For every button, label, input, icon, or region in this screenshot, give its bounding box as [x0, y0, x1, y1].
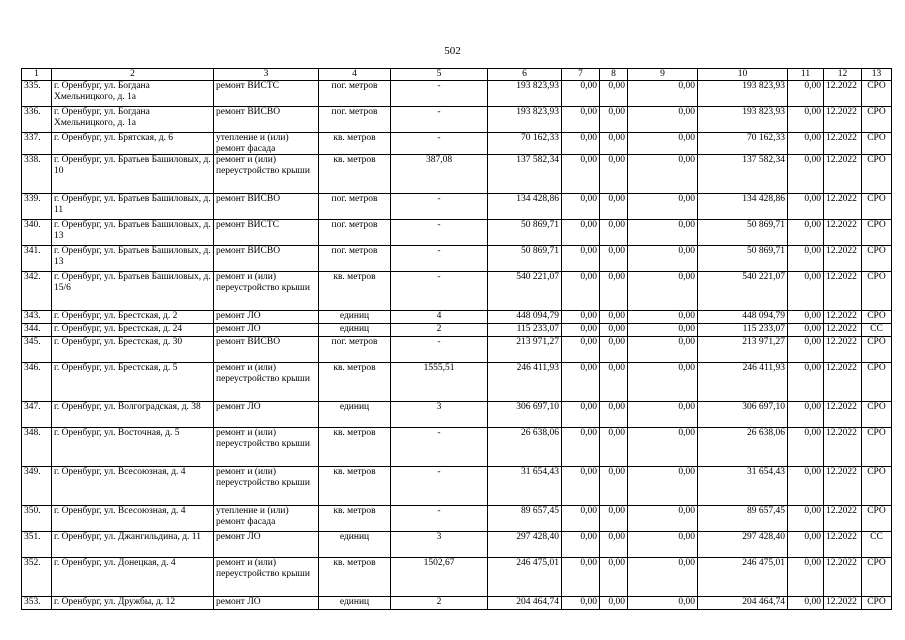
cell-address: г. Оренбург, ул. Джангильдина, д. 11 — [52, 532, 214, 558]
cell-work-type: ремонт ВИСВО — [214, 107, 319, 133]
cell-unit: кв. метров — [319, 558, 391, 597]
table-row — [22, 220, 892, 246]
cell-other-cost: 0,00 — [788, 467, 824, 506]
cell-budget-cost: 0,00 — [600, 311, 628, 324]
cell-row-number: 349. — [22, 467, 52, 506]
cell-unit: пог. метров — [319, 246, 391, 272]
cell-budget-cost: 0,00 — [600, 402, 628, 428]
cell-row-number: 344. — [22, 324, 52, 337]
cell-fund-cost: 0,00 — [562, 81, 600, 107]
cell-address: г. Оренбург, ул. Брестская, д. 5 — [52, 363, 214, 402]
cell-fund-cost: 0,00 — [562, 324, 600, 337]
cell-address: г. Оренбург, ул. Богдана Хмельницкого, д. 1а — [52, 107, 214, 133]
cell-budget-cost: 0,00 — [600, 272, 628, 311]
cell-owner-cost: 50 869,71 — [698, 246, 788, 272]
cell-quantity: 2 — [391, 597, 488, 610]
cell-deadline: 12.2022 — [824, 324, 862, 337]
cell-other-cost: 0,00 — [788, 337, 824, 363]
cell-owner-cost: 26 638,06 — [698, 428, 788, 467]
cell-quantity: 2 — [391, 324, 488, 337]
cell-owner-cost: 306 697,10 — [698, 402, 788, 428]
table-row — [22, 194, 892, 220]
cell-budget-cost: 0,00 — [600, 558, 628, 597]
column-header-1: 1 — [22, 69, 52, 81]
page-number: 502 — [444, 45, 461, 57]
cell-method: СРО — [862, 220, 892, 246]
cell-unit: пог. метров — [319, 220, 391, 246]
cell-unit: единиц — [319, 311, 391, 324]
table-body — [22, 81, 892, 610]
cell-method: СРО — [862, 81, 892, 107]
cell-row-number: 353. — [22, 597, 52, 610]
cell-unit: кв. метров — [319, 155, 391, 194]
cell-budget-cost: 0,00 — [600, 194, 628, 220]
cell-total-cost: 540 221,07 — [488, 272, 562, 311]
cell-row-number: 340. — [22, 220, 52, 246]
cell-other-cost: 0,00 — [788, 324, 824, 337]
cell-fund-cost: 0,00 — [562, 311, 600, 324]
cell-address: г. Оренбург, ул. Богдана Хмельницкого, д. 1а — [52, 81, 214, 107]
cell-total-cost: 31 654,43 — [488, 467, 562, 506]
column-header-4: 4 — [319, 69, 391, 81]
cell-row-number: 341. — [22, 246, 52, 272]
cell-fund-cost: 0,00 — [562, 133, 600, 155]
cell-work-type: ремонт ЛО — [214, 597, 319, 610]
cell-method: СРО — [862, 311, 892, 324]
cell-work-type: ремонт ВИСТС — [214, 220, 319, 246]
cell-budget-cost: 0,00 — [600, 324, 628, 337]
cell-row-number: 335. — [22, 81, 52, 107]
cell-total-cost: 448 094,79 — [488, 311, 562, 324]
cell-fund-cost: 0,00 — [562, 272, 600, 311]
cell-local-cost: 0,00 — [628, 194, 698, 220]
cell-work-type: ремонт и (или) переустройство крыши — [214, 272, 319, 311]
cell-work-type: ремонт ВИСВО — [214, 337, 319, 363]
cell-quantity: 3 — [391, 402, 488, 428]
cell-method: СС — [862, 324, 892, 337]
cell-other-cost: 0,00 — [788, 532, 824, 558]
cell-deadline: 12.2022 — [824, 597, 862, 610]
cell-owner-cost: 115 233,07 — [698, 324, 788, 337]
table-row — [22, 81, 892, 107]
cell-total-cost: 297 428,40 — [488, 532, 562, 558]
cell-method: СРО — [862, 402, 892, 428]
table-row — [22, 272, 892, 311]
cell-local-cost: 0,00 — [628, 311, 698, 324]
cell-owner-cost: 246 475,01 — [698, 558, 788, 597]
cell-fund-cost: 0,00 — [562, 402, 600, 428]
table-row — [22, 597, 892, 610]
cell-unit: кв. метров — [319, 506, 391, 532]
cell-owner-cost: 204 464,74 — [698, 597, 788, 610]
cell-unit: пог. метров — [319, 81, 391, 107]
cell-budget-cost: 0,00 — [600, 220, 628, 246]
cell-local-cost: 0,00 — [628, 558, 698, 597]
cell-quantity: - — [391, 246, 488, 272]
cell-budget-cost: 0,00 — [600, 337, 628, 363]
table-row — [22, 311, 892, 324]
cell-fund-cost: 0,00 — [562, 467, 600, 506]
cell-fund-cost: 0,00 — [562, 558, 600, 597]
cell-address: г. Оренбург, ул. Брестская, д. 2 — [52, 311, 214, 324]
cell-work-type: утепление и (или) ремонт фасада — [214, 506, 319, 532]
cell-quantity: 3 — [391, 532, 488, 558]
cell-owner-cost: 246 411,93 — [698, 363, 788, 402]
cell-deadline: 12.2022 — [824, 311, 862, 324]
table-row — [22, 337, 892, 363]
repair-program-table — [21, 68, 892, 610]
cell-method: СРО — [862, 133, 892, 155]
cell-other-cost: 0,00 — [788, 155, 824, 194]
cell-method: СС — [862, 532, 892, 558]
cell-quantity: - — [391, 428, 488, 467]
cell-method: СРО — [862, 428, 892, 467]
table-row — [22, 133, 892, 155]
cell-address: г. Оренбург, ул. Восточная, д. 5 — [52, 428, 214, 467]
cell-address: г. Оренбург, ул. Брятская, д. 6 — [52, 133, 214, 155]
cell-local-cost: 0,00 — [628, 220, 698, 246]
cell-other-cost: 0,00 — [788, 107, 824, 133]
cell-work-type: ремонт ВИСВО — [214, 194, 319, 220]
cell-deadline: 12.2022 — [824, 337, 862, 363]
cell-fund-cost: 0,00 — [562, 194, 600, 220]
cell-unit: единиц — [319, 532, 391, 558]
cell-row-number: 347. — [22, 402, 52, 428]
cell-address: г. Оренбург, ул. Братьев Башиловых, д. 13 — [52, 220, 214, 246]
cell-row-number: 336. — [22, 107, 52, 133]
cell-owner-cost: 89 657,45 — [698, 506, 788, 532]
cell-method: СРО — [862, 337, 892, 363]
cell-local-cost: 0,00 — [628, 363, 698, 402]
cell-local-cost: 0,00 — [628, 506, 698, 532]
cell-local-cost: 0,00 — [628, 597, 698, 610]
cell-local-cost: 0,00 — [628, 107, 698, 133]
cell-method: СРО — [862, 558, 892, 597]
cell-budget-cost: 0,00 — [600, 467, 628, 506]
cell-address: г. Оренбург, ул. Всесоюзная, д. 4 — [52, 506, 214, 532]
cell-work-type: ремонт ЛО — [214, 532, 319, 558]
cell-budget-cost: 0,00 — [600, 81, 628, 107]
cell-unit: пог. метров — [319, 337, 391, 363]
cell-quantity: - — [391, 133, 488, 155]
cell-work-type: ремонт и (или) переустройство крыши — [214, 467, 319, 506]
cell-owner-cost: 540 221,07 — [698, 272, 788, 311]
cell-total-cost: 137 582,34 — [488, 155, 562, 194]
cell-total-cost: 204 464,74 — [488, 597, 562, 610]
table-row — [22, 532, 892, 558]
cell-work-type: ремонт и (или) переустройство крыши — [214, 558, 319, 597]
table-row — [22, 246, 892, 272]
cell-owner-cost: 137 582,34 — [698, 155, 788, 194]
column-header-11: 11 — [788, 69, 824, 81]
cell-quantity: 4 — [391, 311, 488, 324]
column-header-6: 6 — [488, 69, 562, 81]
cell-method: СРО — [862, 246, 892, 272]
cell-method: СРО — [862, 107, 892, 133]
cell-fund-cost: 0,00 — [562, 337, 600, 363]
table-row — [22, 363, 892, 402]
cell-fund-cost: 0,00 — [562, 532, 600, 558]
cell-budget-cost: 0,00 — [600, 246, 628, 272]
cell-address: г. Оренбург, ул. Волгоградская, д. 38 — [52, 402, 214, 428]
cell-row-number: 346. — [22, 363, 52, 402]
cell-total-cost: 89 657,45 — [488, 506, 562, 532]
cell-unit: единиц — [319, 597, 391, 610]
cell-deadline: 12.2022 — [824, 402, 862, 428]
cell-total-cost: 246 475,01 — [488, 558, 562, 597]
cell-address: г. Оренбург, ул. Братьев Башиловых, д. 10 — [52, 155, 214, 194]
cell-unit: кв. метров — [319, 272, 391, 311]
cell-deadline: 12.2022 — [824, 558, 862, 597]
cell-other-cost: 0,00 — [788, 506, 824, 532]
cell-other-cost: 0,00 — [788, 246, 824, 272]
cell-unit: кв. метров — [319, 133, 391, 155]
cell-method: СРО — [862, 272, 892, 311]
cell-unit: кв. метров — [319, 467, 391, 506]
cell-deadline: 12.2022 — [824, 81, 862, 107]
table-row — [22, 428, 892, 467]
column-header-13: 13 — [862, 69, 892, 81]
cell-fund-cost: 0,00 — [562, 246, 600, 272]
cell-method: СРО — [862, 363, 892, 402]
cell-local-cost: 0,00 — [628, 337, 698, 363]
cell-other-cost: 0,00 — [788, 133, 824, 155]
cell-owner-cost: 31 654,43 — [698, 467, 788, 506]
table-row — [22, 324, 892, 337]
cell-deadline: 12.2022 — [824, 272, 862, 311]
cell-work-type: ремонт ВИСВО — [214, 246, 319, 272]
cell-other-cost: 0,00 — [788, 428, 824, 467]
table-row — [22, 402, 892, 428]
table-row — [22, 558, 892, 597]
cell-row-number: 337. — [22, 133, 52, 155]
column-header-12: 12 — [824, 69, 862, 81]
cell-total-cost: 193 823,93 — [488, 107, 562, 133]
column-header-8: 8 — [600, 69, 628, 81]
cell-deadline: 12.2022 — [824, 532, 862, 558]
cell-method: СРО — [862, 506, 892, 532]
cell-deadline: 12.2022 — [824, 363, 862, 402]
cell-row-number: 351. — [22, 532, 52, 558]
cell-work-type: ремонт ВИСТС — [214, 81, 319, 107]
cell-quantity: - — [391, 81, 488, 107]
cell-deadline: 12.2022 — [824, 428, 862, 467]
cell-quantity: - — [391, 506, 488, 532]
cell-owner-cost: 213 971,27 — [698, 337, 788, 363]
cell-address: г. Оренбург, ул. Брестская, д. 30 — [52, 337, 214, 363]
cell-other-cost: 0,00 — [788, 311, 824, 324]
cell-local-cost: 0,00 — [628, 246, 698, 272]
cell-method: СРО — [862, 467, 892, 506]
cell-unit: единиц — [319, 324, 391, 337]
cell-owner-cost: 134 428,86 — [698, 194, 788, 220]
cell-other-cost: 0,00 — [788, 220, 824, 246]
cell-work-type: ремонт и (или) переустройство крыши — [214, 155, 319, 194]
cell-deadline: 12.2022 — [824, 155, 862, 194]
cell-budget-cost: 0,00 — [600, 532, 628, 558]
cell-other-cost: 0,00 — [788, 194, 824, 220]
cell-work-type: утепление и (или) ремонт фасада — [214, 133, 319, 155]
cell-row-number: 338. — [22, 155, 52, 194]
table-row — [22, 467, 892, 506]
cell-quantity: - — [391, 272, 488, 311]
cell-total-cost: 70 162,33 — [488, 133, 562, 155]
cell-total-cost: 134 428,86 — [488, 194, 562, 220]
cell-local-cost: 0,00 — [628, 402, 698, 428]
cell-address: г. Оренбург, ул. Братьев Башиловых, д. 13 — [52, 246, 214, 272]
cell-deadline: 12.2022 — [824, 133, 862, 155]
cell-owner-cost: 297 428,40 — [698, 532, 788, 558]
cell-owner-cost: 448 094,79 — [698, 311, 788, 324]
column-header-2: 2 — [52, 69, 214, 81]
cell-budget-cost: 0,00 — [600, 155, 628, 194]
cell-budget-cost: 0,00 — [600, 363, 628, 402]
cell-row-number: 343. — [22, 311, 52, 324]
cell-deadline: 12.2022 — [824, 107, 862, 133]
cell-budget-cost: 0,00 — [600, 506, 628, 532]
cell-local-cost: 0,00 — [628, 133, 698, 155]
cell-total-cost: 246 411,93 — [488, 363, 562, 402]
cell-row-number: 339. — [22, 194, 52, 220]
cell-fund-cost: 0,00 — [562, 107, 600, 133]
cell-budget-cost: 0,00 — [600, 133, 628, 155]
cell-work-type: ремонт ЛО — [214, 402, 319, 428]
cell-other-cost: 0,00 — [788, 272, 824, 311]
cell-quantity: 1502,67 — [391, 558, 488, 597]
cell-row-number: 342. — [22, 272, 52, 311]
cell-address: г. Оренбург, ул. Братьев Башиловых, д. 11 — [52, 194, 214, 220]
cell-fund-cost: 0,00 — [562, 506, 600, 532]
cell-work-type: ремонт и (или) переустройство крыши — [214, 363, 319, 402]
cell-budget-cost: 0,00 — [600, 107, 628, 133]
cell-budget-cost: 0,00 — [600, 597, 628, 610]
cell-unit: пог. метров — [319, 107, 391, 133]
cell-deadline: 12.2022 — [824, 220, 862, 246]
cell-deadline: 12.2022 — [824, 506, 862, 532]
cell-quantity: - — [391, 220, 488, 246]
column-header-9: 9 — [628, 69, 698, 81]
cell-deadline: 12.2022 — [824, 194, 862, 220]
cell-local-cost: 0,00 — [628, 467, 698, 506]
cell-work-type: ремонт и (или) переустройство крыши — [214, 428, 319, 467]
cell-total-cost: 50 869,71 — [488, 220, 562, 246]
cell-address: г. Оренбург, ул. Донецкая, д. 4 — [52, 558, 214, 597]
cell-owner-cost: 50 869,71 — [698, 220, 788, 246]
cell-other-cost: 0,00 — [788, 558, 824, 597]
cell-address: г. Оренбург, ул. Брестская, д. 24 — [52, 324, 214, 337]
cell-method: СРО — [862, 155, 892, 194]
cell-total-cost: 193 823,93 — [488, 81, 562, 107]
cell-other-cost: 0,00 — [788, 81, 824, 107]
cell-owner-cost: 193 823,93 — [698, 107, 788, 133]
cell-quantity: 1555,51 — [391, 363, 488, 402]
cell-address: г. Оренбург, ул. Братьев Башиловых, д. 15/6 — [52, 272, 214, 311]
cell-total-cost: 213 971,27 — [488, 337, 562, 363]
cell-deadline: 12.2022 — [824, 246, 862, 272]
cell-fund-cost: 0,00 — [562, 597, 600, 610]
cell-total-cost: 50 869,71 — [488, 246, 562, 272]
cell-fund-cost: 0,00 — [562, 363, 600, 402]
cell-row-number: 352. — [22, 558, 52, 597]
cell-unit: кв. метров — [319, 428, 391, 467]
cell-local-cost: 0,00 — [628, 155, 698, 194]
cell-work-type: ремонт ЛО — [214, 324, 319, 337]
header-row — [22, 69, 892, 81]
cell-local-cost: 0,00 — [628, 81, 698, 107]
cell-owner-cost: 70 162,33 — [698, 133, 788, 155]
column-header-10: 10 — [698, 69, 788, 81]
cell-fund-cost: 0,00 — [562, 428, 600, 467]
cell-other-cost: 0,00 — [788, 402, 824, 428]
column-header-5: 5 — [391, 69, 488, 81]
cell-total-cost: 115 233,07 — [488, 324, 562, 337]
table-row — [22, 107, 892, 133]
cell-row-number: 350. — [22, 506, 52, 532]
table-row — [22, 155, 892, 194]
cell-local-cost: 0,00 — [628, 532, 698, 558]
cell-other-cost: 0,00 — [788, 597, 824, 610]
cell-row-number: 345. — [22, 337, 52, 363]
cell-budget-cost: 0,00 — [600, 428, 628, 467]
cell-quantity: - — [391, 337, 488, 363]
cell-local-cost: 0,00 — [628, 324, 698, 337]
cell-total-cost: 306 697,10 — [488, 402, 562, 428]
cell-quantity: 387,08 — [391, 155, 488, 194]
cell-local-cost: 0,00 — [628, 428, 698, 467]
cell-other-cost: 0,00 — [788, 363, 824, 402]
cell-method: СРО — [862, 194, 892, 220]
cell-fund-cost: 0,00 — [562, 155, 600, 194]
cell-address: г. Оренбург, ул. Дружбы, д. 12 — [52, 597, 214, 610]
cell-quantity: - — [391, 107, 488, 133]
cell-quantity: - — [391, 194, 488, 220]
table-row — [22, 506, 892, 532]
cell-unit: пог. метров — [319, 194, 391, 220]
column-header-7: 7 — [562, 69, 600, 81]
cell-quantity: - — [391, 467, 488, 506]
cell-method: СРО — [862, 597, 892, 610]
cell-deadline: 12.2022 — [824, 467, 862, 506]
cell-unit: единиц — [319, 402, 391, 428]
cell-total-cost: 26 638,06 — [488, 428, 562, 467]
cell-row-number: 348. — [22, 428, 52, 467]
cell-unit: кв. метров — [319, 363, 391, 402]
cell-owner-cost: 193 823,93 — [698, 81, 788, 107]
cell-address: г. Оренбург, ул. Всесоюзная, д. 4 — [52, 467, 214, 506]
cell-fund-cost: 0,00 — [562, 220, 600, 246]
cell-local-cost: 0,00 — [628, 272, 698, 311]
cell-work-type: ремонт ЛО — [214, 311, 319, 324]
table-header — [22, 69, 892, 81]
column-header-3: 3 — [214, 69, 319, 81]
